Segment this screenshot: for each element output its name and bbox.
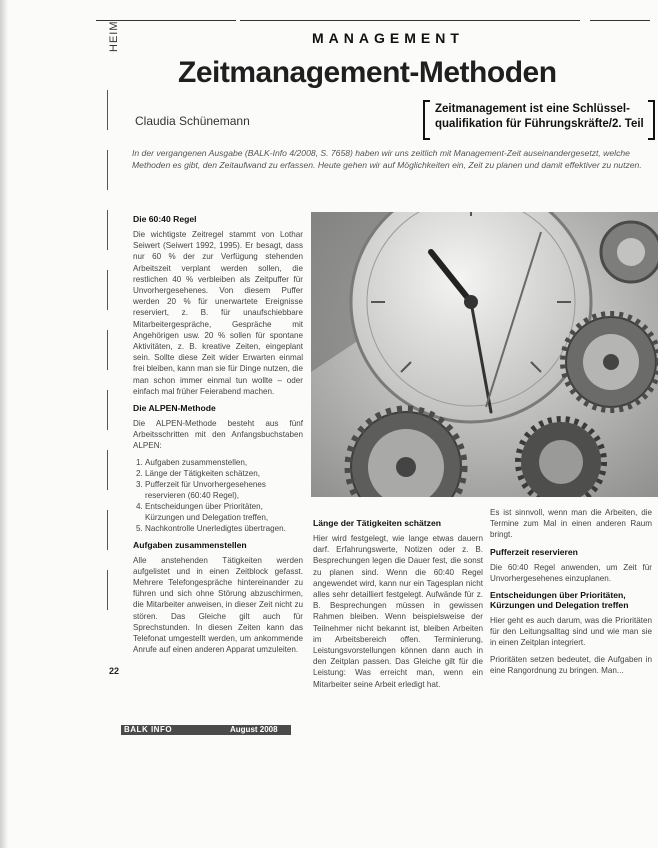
side-rule-9: [107, 570, 108, 610]
top-rule-mid: [240, 20, 580, 21]
footer-logo: BALK INFO: [124, 725, 173, 734]
side-rule-5: [107, 330, 108, 370]
author-name: Claudia Schünemann: [135, 114, 250, 128]
paragraph: Prioritäten setzen bedeutet, die Aufgaben in eine Rangordnung zu bringen. Man...: [490, 654, 652, 675]
clockwork-photo: [311, 212, 658, 497]
clockwork-illustration: [311, 212, 658, 497]
page-edge-shadow: [0, 0, 8, 848]
side-rule-3: [107, 210, 108, 250]
section-vertical-label: HEIM: [108, 20, 120, 52]
list-item: 2. Länge der Tätigkeiten schätzen,: [145, 468, 303, 479]
list-item: 4. Entscheidungen über Prioritäten, Kürzungen und Delegation treffen,: [145, 501, 303, 523]
paragraph: Die 60:40 Regel anwenden, um Zeit für Unvorhergesehenes einzuplanen.: [490, 562, 652, 583]
side-rule-6: [107, 390, 108, 430]
paragraph: Hier wird festgelegt, wie lange etwas dauern darf. Erfahrungswerte, Notizen oder z. B. Besprechungen legen die Dauer fest, die sonst zu planen sind. Wenn die 60:40 Regel angewendet wird, kann nur ein Tagesplan nicht alles sehr detailliert festgelegt. Aufwände für z. B. Besprechungen müssen in gewissen Rahmen bleiben. Wenn beispielsweise der Teilnehmer nicht bekannt ist, bleiben Arbeiten im Arbeitsbereich offen. Terminierung, Leistungsvorstellungen können dann auch in den Zeitplan passen. Das Gleiche gilt für die Leistung: Was erreicht man, wenn ein Mitarbeiter seine Arbeit erledigt hat.: [313, 534, 483, 689]
side-rule-1: [107, 90, 108, 130]
list-item: 5. Nachkontrolle Unerledigtes übertragen.: [145, 523, 303, 534]
side-rule-2: [107, 150, 108, 190]
list-item: 3. Pufferzeit für Unvorhergesehenes reservieren (60:40 Regel),: [145, 479, 303, 501]
bracket-left: [423, 100, 430, 140]
paragraph: Die wichtigste Zeitregel stammt von Lothar Seiwert (Seiwert 1992, 1995). Er besagt, dass nur 60 % der zur Verfügung stehenden Arbeitszeit verplant werden sollen, die restlichen 40 % verbleiben als Zeitpuffer für Unvorhergesehenes. Von diesem Puffer werden 20 % für unerwartete Ereignisse reserviert, z. B. für unaufschiebbare Mitarbeitergespräche, Gespräche mit Angehörigen usw. 20 % sollen für spontane Aktivitäten, z. B. kreative Zeiten, eingeplant sein. Sollte diese Zeit wider Erwarten einmal frei bleiben, kann man sie für Dinge nutzen, die man schon immer einmal tun wollte – oder einfach mal früher Feierabend machen.: [133, 230, 303, 396]
side-rule-4: [107, 270, 108, 310]
paragraph: Die ALPEN-Methode besteht aus fünf Arbeitsschritten mit den Anfangsbuchstaben ALPEN:: [133, 419, 303, 451]
footer-date: August 2008: [230, 725, 278, 734]
text-column-2: [313, 512, 483, 695]
paragraph: Hier geht es auch darum, was die Prioritäten für den Leitungsalltag sind und wie man sie in einen Zeitplan integriert.: [490, 616, 652, 648]
side-rule-8: [107, 510, 108, 550]
text-column-1: [133, 208, 303, 660]
list-item: 1. Aufgaben zusammenstellen,: [145, 457, 303, 468]
heading-entscheidungen: Entscheidungen über Prioritäten, Kürzungen und Delegation treffen: [490, 590, 629, 611]
subheading-box: [423, 100, 655, 136]
heading-laenge-schaetzen: Länge der Tätigkeiten schätzen: [313, 518, 441, 528]
paragraph: Alle anstehenden Tätigkeiten werden aufgelistet und in einen Zeitblock gefasst. Mehrere Telefongespräche hintereinander zu führen und sich ohne Störung abzuschirmen, die Mitarbeiter anweisen, in dieser Zeit nicht zu stören. Das Gleiche gilt auch für Sprechstunden. In diesen Zeiten kann das Telefonat umgestellt werden, um ankommende Anrufe auf einen anderen Apparat umzuleiten.: [133, 555, 303, 655]
bracket-right: [648, 100, 655, 140]
alpen-list: [133, 457, 303, 534]
heading-pufferzeit: Pufferzeit reservieren: [490, 546, 578, 557]
side-rule-7: [107, 450, 108, 490]
subheading: Zeitmanagement ist eine Schlüssel-qualifikation für Führungskräfte/2. Teil: [435, 103, 644, 130]
paragraph: Es ist sinnvoll, wenn man die Arbeiten, die Termine zum Mal in einen anderen Raum bringt.: [490, 508, 652, 540]
top-rule-right: [590, 20, 650, 21]
heading-60-40-regel: Die 60:40 Regel: [133, 214, 197, 224]
section-label: MANAGEMENT: [312, 30, 464, 46]
intro-paragraph: In der vergangenen Ausgabe (BALK-Info 4/2008, S. 7658) haben wir uns zeitlich mit Management-Zeit auseinandergesetzt, welche Methoden es gibt, den Zeitaufwand zu erfassen. Heute gehen wir auf Möglichkeiten ein, Zeit zu planen und damit effektiver zu nutzen.: [132, 148, 642, 170]
heading-aufgaben-zusammenstellen: Aufgaben zusammenstellen: [133, 539, 247, 550]
page-title: Zeitmanagement-Methoden: [178, 56, 557, 89]
text-column-3: [490, 507, 652, 681]
page-number: 22: [109, 666, 120, 676]
heading-alpen-methode: Die ALPEN-Methode: [133, 403, 216, 414]
